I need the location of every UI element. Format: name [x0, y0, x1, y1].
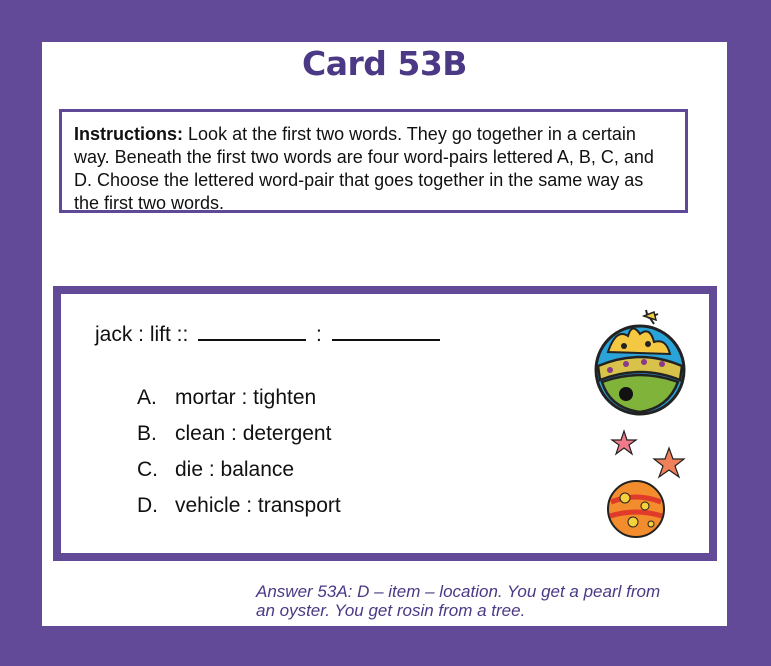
option-letter: A.	[137, 386, 157, 409]
stem-prefix: jack : lift ::	[95, 323, 189, 346]
option-c[interactable]	[137, 452, 341, 488]
answer-blank-1	[198, 319, 306, 341]
options-list	[137, 380, 341, 524]
alien-spaceship-icon	[588, 308, 688, 418]
card	[42, 42, 727, 626]
option-d[interactable]	[137, 488, 341, 524]
stem-separator: :	[316, 323, 322, 346]
option-text: clean : detergent	[175, 422, 332, 445]
instructions-label: Instructions:	[74, 124, 184, 144]
option-letter: C.	[137, 458, 158, 481]
analogy-stem	[95, 319, 444, 347]
instructions-box	[59, 109, 688, 213]
answer-blank-2	[332, 319, 440, 341]
answer-line-2: an oyster. You get rosin from a tree.	[256, 601, 526, 620]
option-letter: B.	[137, 422, 157, 445]
option-letter: D.	[137, 494, 158, 517]
option-a[interactable]	[137, 380, 341, 416]
star-icon	[610, 429, 638, 457]
planet-icon	[605, 478, 667, 540]
star-icon	[652, 446, 686, 480]
question-box	[53, 286, 717, 561]
option-text: mortar : tighten	[175, 386, 317, 409]
card-title: Card 53B	[302, 44, 467, 83]
option-text: vehicle : transport	[175, 494, 341, 517]
instructions-text: Look at the first two words. They go together in a certain way. Beneath the first two words are four word-pairs lettered A, B, C, and D. Choose the lettered word-pair that goes together in the same way as the first two words.	[74, 124, 654, 213]
answer-note	[256, 582, 726, 620]
option-b[interactable]	[137, 416, 341, 452]
option-text: die : balance	[175, 458, 295, 481]
answer-line-1: Answer 53A: D – item – location. You get a pearl from	[256, 582, 661, 601]
